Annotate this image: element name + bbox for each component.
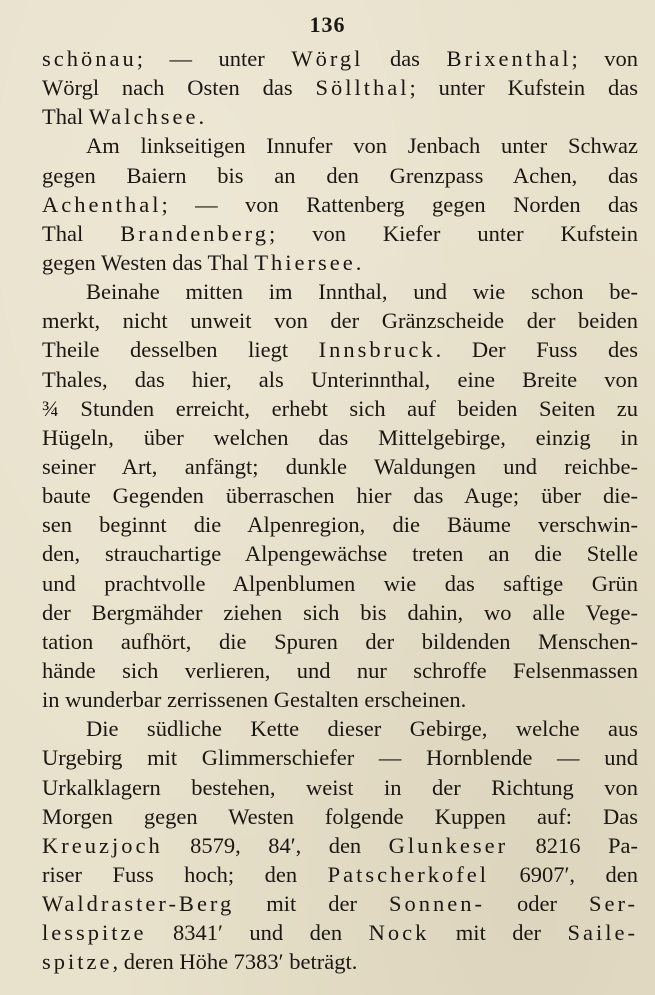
text-line xyxy=(42,656,638,685)
spaced-term: Ser- xyxy=(588,891,638,917)
spaced-term: Glunkeser xyxy=(388,832,509,858)
text-segment: tation aufhört, die Spuren der bildenden Menschen- xyxy=(42,628,638,654)
spaced-term: Wörgl xyxy=(291,46,364,71)
spaced-term: Thiersee xyxy=(254,249,356,275)
text-segment: Theile desselben liegt xyxy=(42,337,319,363)
text-line xyxy=(42,248,638,277)
text-line xyxy=(42,73,638,102)
spaced-term: Söllthal xyxy=(315,75,410,101)
text-line xyxy=(42,335,638,364)
text-segment: der Bergmähder ziehen sich bis dahin, wo alle Vege- xyxy=(42,599,638,625)
text-line xyxy=(42,773,638,802)
spaced-term: Walchsee xyxy=(88,104,199,130)
text-line xyxy=(42,365,638,394)
text-line xyxy=(42,539,638,568)
text-line xyxy=(42,918,638,947)
text-line xyxy=(42,743,638,772)
text-segment: . xyxy=(355,249,362,275)
text-line xyxy=(42,627,638,656)
spaced-term: Sonnen- xyxy=(388,891,485,917)
spaced-term: lesspitze xyxy=(42,920,147,946)
text-line xyxy=(42,598,638,627)
text-line xyxy=(42,423,638,452)
text-segment: sen beginnt die Alpenregion, die Bäume verschwin- xyxy=(42,512,638,538)
text-segment: und prachtvolle Alpenblumen wie das saftige Grün xyxy=(42,570,638,596)
text-segment: Thal xyxy=(42,220,121,246)
text-segment: hände sich verlieren, und nur schroffe Felsenmassen xyxy=(42,657,638,683)
text-line xyxy=(42,714,638,743)
text-segment: ; — unter xyxy=(136,46,292,71)
text-segment: mit der xyxy=(234,891,389,917)
text-segment: 8341′ und den xyxy=(146,920,369,946)
text-segment: Am linkseitigen Innufer von Jenbach unter Schwaz xyxy=(86,133,638,159)
spaced-term: Brixenthal xyxy=(446,46,572,71)
text-segment: ; von Kiefer unter Kufstein xyxy=(269,220,639,246)
fraction: ¾ xyxy=(42,395,59,421)
text-segment: oder xyxy=(484,891,589,917)
text-line xyxy=(42,131,638,160)
text-segment: Thales, das hier, als Unterinnthal, eine Breite von xyxy=(42,366,638,392)
text-segment: gegen Baiern bis an den Grenzpass Achen, das xyxy=(42,162,638,188)
text-segment: in wunderbar zerrissenen Gestalten erscheinen. xyxy=(42,687,467,713)
text-segment: ; unter Kufstein das xyxy=(409,75,638,101)
text-line xyxy=(42,219,638,248)
spaced-term: Saile- xyxy=(567,920,638,946)
text-segment: . xyxy=(198,104,205,130)
text-line xyxy=(42,306,638,335)
spaced-term: Kreuzjoch xyxy=(42,832,163,858)
text-line xyxy=(42,947,638,976)
text-segment: Urgebirg mit Glimmerschiefer — Hornblende — und xyxy=(42,745,638,771)
text-segment: den, strauchartige Alpengewächse treten an die Stelle xyxy=(42,541,638,567)
text-segment: merkt, nicht unweit von der Gränzscheide der beiden xyxy=(42,308,638,334)
text-segment: Die südliche Kette dieser Gebirge, welche aus xyxy=(86,716,638,742)
text-segment: Urkalklagern bestehen, weist in der Richtung von xyxy=(42,774,638,800)
text-line xyxy=(42,569,638,598)
text-line xyxy=(42,394,638,423)
text-line xyxy=(42,102,638,131)
text-line xyxy=(42,802,638,831)
page-number: 136 xyxy=(309,12,346,37)
text-segment: Hügeln, über welchen das Mittelgebirge, einzig in xyxy=(42,424,638,450)
text-line xyxy=(42,510,638,539)
body-text xyxy=(42,44,638,977)
text-segment: das xyxy=(363,46,447,71)
text-line xyxy=(42,685,638,714)
text-segment: gegen Westen das Thal xyxy=(42,249,255,275)
text-segment: ; — von Rattenberg gegen Norden das xyxy=(161,191,638,217)
text-segment: seiner Art, anfängt; dunkle Waldungen und reichbe- xyxy=(42,453,638,479)
text-segment: ; von xyxy=(571,46,638,71)
text-line xyxy=(42,889,638,918)
text-segment: Thal xyxy=(42,104,89,130)
text-line xyxy=(42,481,638,510)
text-segment: . Der Fuss des xyxy=(435,337,639,363)
spaced-term: Nock xyxy=(368,920,430,946)
text-line xyxy=(42,277,638,306)
spaced-term: Innsbruck xyxy=(318,337,436,363)
text-line xyxy=(42,860,638,889)
spaced-term: Brandenberg xyxy=(120,220,269,246)
spaced-term: spitze xyxy=(42,949,113,975)
text-line xyxy=(42,190,638,219)
text-segment: Stunden erreicht, erhebt sich auf beiden Seiten zu xyxy=(58,395,638,421)
text-segment: Wörgl nach Osten das xyxy=(42,75,316,101)
text-line xyxy=(42,161,638,190)
text-line xyxy=(42,831,638,860)
spaced-term: schönau xyxy=(42,46,137,71)
text-line xyxy=(42,452,638,481)
text-segment: mit der xyxy=(429,920,568,946)
text-segment: Beinahe mitten im Innthal, und wie schon be- xyxy=(86,279,638,305)
spaced-term: Achenthal xyxy=(42,191,162,217)
text-segment: , deren Höhe 7383′ beträgt. xyxy=(112,949,358,975)
text-segment: riser Fuss hoch; den xyxy=(42,861,328,887)
text-segment: 8216 Pa- xyxy=(508,832,638,858)
text-segment: Morgen gegen Westen folgende Kuppen auf: Das xyxy=(42,803,638,829)
text-segment: baute Gegenden überraschen hier das Auge; über die- xyxy=(42,483,638,509)
spaced-term: Waldraster-Berg xyxy=(42,891,235,917)
spaced-term: Patscherkofel xyxy=(327,861,490,887)
text-line xyxy=(42,44,638,73)
text-segment: 8579, 84′, den xyxy=(162,832,389,858)
text-segment: 6907′, den xyxy=(489,861,638,887)
